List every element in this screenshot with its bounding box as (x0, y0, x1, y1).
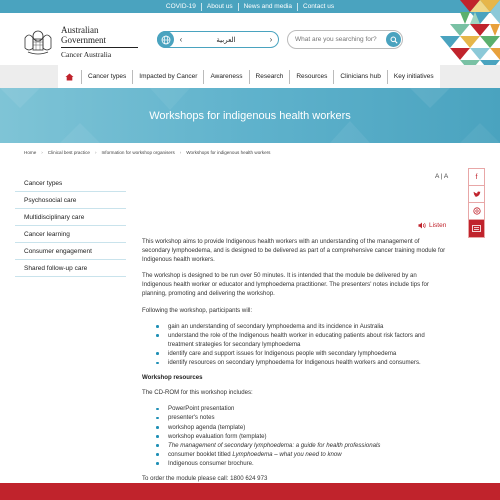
listen-button[interactable] (418, 222, 446, 229)
sidebar-item-multidisciplinary-care[interactable]: Multidisciplinary care (15, 209, 126, 226)
breadcrumb-current: Workshops for indigenous health workers (186, 150, 271, 155)
chevron-left-icon[interactable]: ‹ (179, 35, 183, 44)
list-item: gain an understanding of secondary lymphoedema and its incidence in Australia (142, 322, 447, 331)
government-name: Australian Government (61, 25, 138, 48)
facebook-icon[interactable]: f (469, 169, 484, 186)
twitter-icon[interactable] (469, 186, 484, 203)
chevron-right-icon[interactable]: › (269, 35, 273, 44)
nav-item-research[interactable]: Research (249, 70, 290, 84)
list-item: presenter's notes (142, 413, 447, 422)
home-icon (65, 73, 74, 81)
page-banner (0, 88, 500, 143)
nav-item-resources[interactable]: Resources (289, 70, 333, 84)
speaker-icon (418, 222, 427, 229)
language-value: العربية (216, 36, 236, 44)
footer-band (0, 483, 500, 500)
resources-list (142, 404, 447, 468)
list-item: identify care and support issues for Indigenous people with secondary lymphoedema (142, 349, 447, 358)
duration-paragraph: The workshop is designed to be run over 50 minutes. It is intended that the module be delivered by an Indigenous health worker or educator and lymphoedema practitioner. The presenters' notes include tips for planning, promoting and delivering the workshop. (142, 272, 429, 298)
nav-item-key-initiatives[interactable]: Key initiatives (387, 70, 440, 84)
sidebar-item-consumer-engagement[interactable]: Consumer engagement (15, 243, 126, 260)
breadcrumb-workshop-organisers[interactable]: Information for workshop organisers (101, 150, 175, 155)
breadcrumb-home[interactable]: Home (24, 150, 37, 155)
organisation-name: Cancer Australia (61, 50, 112, 59)
coat-of-arms-icon (20, 28, 56, 56)
page-title: Workshops for indigenous health workers (149, 109, 351, 122)
list-item: PowerPoint presentation (142, 404, 447, 413)
globe-icon (157, 31, 174, 48)
intro-paragraph: This workshop aims to provide Indigenous health workers with an understanding of the management of secondary lymphoedema, and is designed to be delivered as part of a comprehensive cancer training module for Indigenous health workers. (142, 238, 446, 264)
sidebar-item-psychosocial-care[interactable]: Psychosocial care (15, 192, 126, 209)
search-icon (390, 36, 398, 44)
nav-item-cancer-types[interactable]: Cancer types (81, 70, 132, 84)
nav-item-impacted-by-cancer[interactable]: Impacted by Cancer (132, 70, 203, 84)
nav-item-clinicians-hub[interactable]: Clinicians hub (333, 70, 386, 84)
share-rail (468, 168, 485, 238)
topbar-link-contact[interactable]: Contact us (297, 3, 339, 11)
main-navigation (0, 65, 500, 88)
sidebar (15, 175, 126, 277)
breadcrumb (24, 150, 270, 155)
nav-home[interactable] (58, 70, 81, 84)
booklet-title: Lymphoedema – what you need to know (232, 450, 342, 458)
resources-heading: Workshop resources (142, 374, 203, 382)
print-icon[interactable] (469, 220, 484, 237)
topbar-link-about[interactable]: About us (201, 3, 238, 11)
sidebar-item-cancer-types[interactable]: Cancer types (15, 175, 126, 192)
list-item: workshop evaluation form (template) (142, 432, 447, 441)
nav-item-awareness[interactable]: Awareness (203, 70, 248, 84)
topbar-link-covid[interactable]: COVID-19 (165, 2, 196, 10)
sidebar-item-shared-follow-up-care[interactable]: Shared follow-up care (15, 260, 126, 277)
list-item: identify resources on secondary lymphoedema for Indigenous health workers and consumers. (142, 358, 447, 367)
order-info: To order the module please call: 1800 624 973 (142, 474, 268, 482)
list-item (142, 450, 447, 459)
list-item: The management of secondary lymphoedema: a guide for health professionals (142, 441, 447, 450)
breadcrumb-clinical-best-practice[interactable]: Clinical best practice (47, 150, 90, 155)
language-selector[interactable] (157, 31, 279, 48)
booklet-label: consumer booklet titled (168, 450, 233, 458)
outcomes-intro: Following the workshop, participants will: (142, 306, 253, 314)
font-size-toggle[interactable]: A | A (435, 173, 449, 180)
search-button[interactable] (386, 32, 401, 47)
email-icon[interactable] (469, 203, 484, 220)
main-content (142, 237, 447, 490)
listen-label: Listen (429, 222, 447, 229)
sidebar-item-cancer-learning[interactable]: Cancer learning (15, 226, 126, 243)
resources-intro: The CD-ROM for this workshop includes: (142, 389, 253, 397)
outcomes-list (142, 322, 447, 367)
topbar-link-news[interactable]: News and media (238, 3, 297, 11)
search-input[interactable] (295, 36, 385, 43)
list-item: workshop agenda (template) (142, 423, 447, 432)
breadcrumb-separator-icon: › (94, 150, 97, 155)
site-logo[interactable] (20, 25, 138, 59)
list-item: understand the role of the Indigenous health worker in educating patients about risk factors and treatment strategies for secondary lymphoedema (142, 331, 447, 349)
search-box (287, 30, 403, 49)
list-item: Indigenous consumer brochure. (142, 459, 447, 468)
breadcrumb-separator-icon: › (41, 150, 43, 155)
breadcrumb-separator-icon: › (179, 150, 182, 155)
